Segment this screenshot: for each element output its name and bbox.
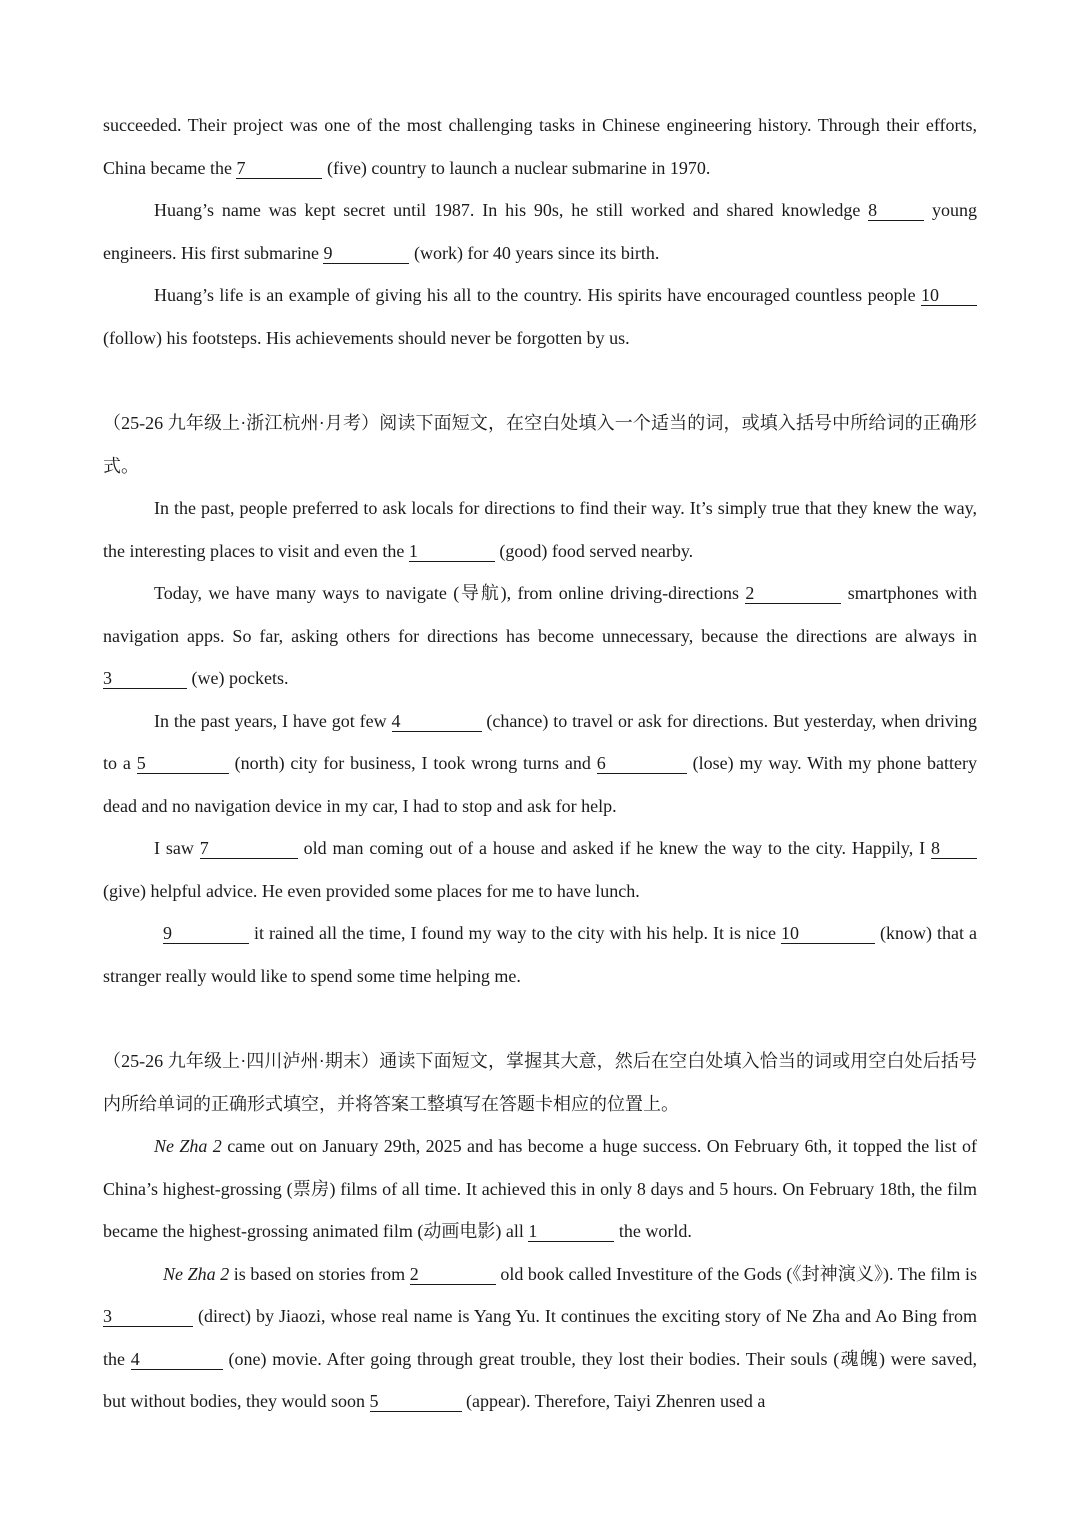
blank-5[interactable]: 5 [137,753,229,774]
blank-3[interactable]: 3 [103,668,187,689]
text: (chance) to travel or ask for directions. But yesterday, when driving to a [103,710,978,773]
blank-3[interactable]: 3 [103,1306,193,1327]
section-instructions: （25-26 九年级上·浙江杭州·月考）阅读下面短文，在空白处填入一个适当的词，或填入括号中所给词的正确形式。 [103,413,977,476]
text: (know) that a stranger really would like to spend some time helping me. [103,923,978,986]
text: Today, we have many ways to navigate (导航), from online driving-directions [154,583,746,603]
blank-1[interactable]: 1 [409,541,495,562]
blank-7[interactable]: 7 [236,158,322,179]
text: is based on stories from [229,1263,410,1284]
text: (good) food served nearby. [494,540,694,561]
blank-8[interactable]: 8 [931,838,977,859]
blank-8[interactable]: 8 [868,200,924,221]
blank-10[interactable]: 10 [921,285,977,306]
section-spacer [103,359,977,402]
blank-10[interactable]: 10 [781,923,875,944]
text: (work) for 40 years since its birth. [409,242,660,263]
blank-2[interactable]: 2 [410,1264,496,1285]
text: (one) movie. After going through great trouble, they lost their bodies. Their souls (魂魄) were saved, but without bodies, they would soon [103,1348,977,1411]
text: In the past years, I have got few [154,710,392,731]
text: old man coming out of a house and asked if he knew the way to the city. Happily, I [297,838,931,858]
text: smartphones with navigation apps. So far, asking others for directions has become unnecessary, because the directions are always in [103,583,977,646]
text: old book called Investiture of the Gods (《封神演义》). The film is [495,1263,977,1284]
passage-b-paragraph-4 [103,827,977,912]
blank-9[interactable]: 9 [323,243,409,264]
text: (direct) by Jiaozi, whose real name is Yang Yu. It continues the exciting story of Ne Zha and Ao Bing from the [103,1306,977,1369]
document-page [103,104,977,1423]
text: In the past, people preferred to ask locals for directions to find their way. It’s simply true that they knew the way, the interesting places to visit and even the [103,498,977,561]
passage-b-paragraph-1 [103,487,977,572]
text: came out on January 29th, 2025 and has become a huge success. On February 6th, it topped the list of China’s highest-grossing (票房) films of all time. It achieved this in only 8 days and 5 hours. On February 18th, the film became the highest-grossing animated film (动画电影) all [103,1136,977,1241]
blank-4[interactable]: 4 [131,1349,223,1370]
blank-4[interactable]: 4 [392,711,482,732]
film-title: Ne Zha 2 [154,1136,222,1156]
passage-a-paragraph-1 [103,104,977,189]
section-spacer [103,997,977,1040]
text: (lose) my way. With my phone battery dead and no navigation device in my car, I had to stop and ask for help. [103,753,977,816]
text: it rained all the time, I found my way to the city with his help. It is nice [249,923,782,943]
passage-a-paragraph-3 [103,274,977,359]
text: the world. [614,1221,692,1241]
text: I saw [154,838,200,858]
film-title: Ne Zha 2 [163,1263,230,1284]
text: (appear). Therefore, Taiyi Zhenren used a [461,1391,766,1411]
text: (north) city for business, I took wrong turns and [228,753,597,773]
blank-5[interactable]: 5 [370,1391,462,1412]
blank-9[interactable]: 9 [163,923,249,944]
text: succeeded. Their project was one of the most challenging tasks in Chinese engineering history. Through their efforts, China became the [103,115,977,178]
blank-1[interactable]: 1 [528,1221,614,1242]
text: (give) helpful advice. He even provided some places for me to have lunch. [103,880,640,901]
passage-b-paragraph-2 [103,572,977,700]
blank-7[interactable]: 7 [200,838,298,859]
blank-2[interactable]: 2 [745,583,841,604]
passage-c-paragraph-2 [103,1253,977,1423]
passage-c-paragraph-1 [103,1125,977,1253]
blank-6[interactable]: 6 [597,753,687,774]
text: (we) pockets. [187,668,289,688]
text: Huang’s life is an example of giving his all to the country. His spirits have encouraged countless people [154,285,921,305]
text: Huang’s name was kept secret until 1987. In his 90s, he still worked and shared knowledge [154,200,869,220]
passage-b-paragraph-5 [103,912,977,997]
text: young engineers. His first submarine [103,200,978,263]
text: (five) country to launch a nuclear submarine in 1970. [322,157,711,178]
text: (follow) his footsteps. His achievements should never be forgotten by us. [103,327,630,348]
passage-b-paragraph-3 [103,700,977,828]
section-instructions: （25-26 九年级上·四川泸州·期末）通读下面短文，掌握其大意，然后在空白处填入恰当的词或用空白处后括号内所给单词的正确形式填空，并将答案工整填写在答题卡相应的位置上。 [103,1051,977,1114]
passage-a-paragraph-2 [103,189,977,274]
